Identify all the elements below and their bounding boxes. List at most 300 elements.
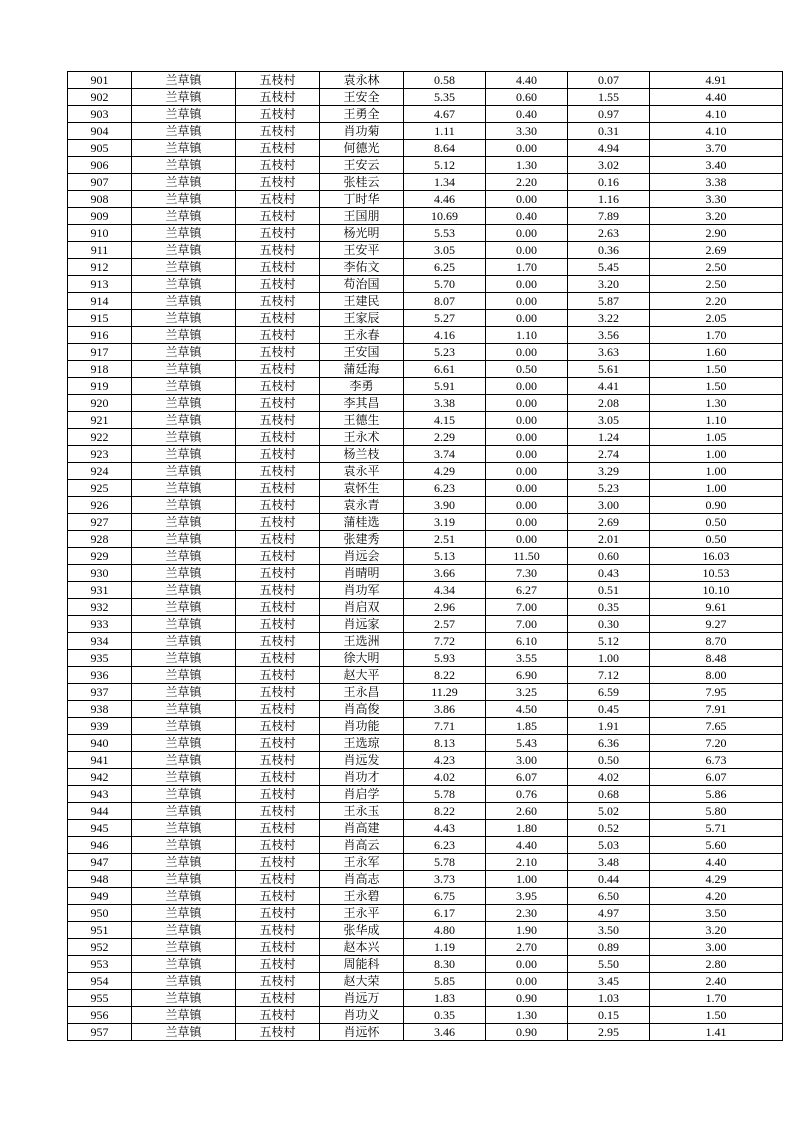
town-cell: 兰草镇 <box>132 548 236 565</box>
value-cell-3: 2.63 <box>568 225 650 242</box>
village-cell: 五枝村 <box>236 276 320 293</box>
row-number-cell: 932 <box>68 599 132 616</box>
town-cell: 兰草镇 <box>132 531 236 548</box>
value-cell-3: 0.36 <box>568 242 650 259</box>
name-cell: 肖功义 <box>320 1007 404 1024</box>
name-cell: 张建秀 <box>320 531 404 548</box>
row-number-cell: 912 <box>68 259 132 276</box>
value-cell-3: 0.60 <box>568 548 650 565</box>
value-cell-1: 1.19 <box>404 939 486 956</box>
table-row <box>68 565 783 582</box>
value-cell-2: 2.20 <box>486 174 568 191</box>
row-number-cell: 905 <box>68 140 132 157</box>
value-cell-2: 0.00 <box>486 956 568 973</box>
village-cell: 五枝村 <box>236 157 320 174</box>
value-cell-4: 1.00 <box>650 480 783 497</box>
name-cell: 肖远发 <box>320 752 404 769</box>
value-cell-1: 5.78 <box>404 786 486 803</box>
value-cell-4: 2.20 <box>650 293 783 310</box>
village-cell: 五枝村 <box>236 871 320 888</box>
value-cell-3: 1.55 <box>568 89 650 106</box>
town-cell: 兰草镇 <box>132 650 236 667</box>
village-cell: 五枝村 <box>236 582 320 599</box>
village-cell: 五枝村 <box>236 888 320 905</box>
value-cell-4: 2.80 <box>650 956 783 973</box>
row-number-cell: 929 <box>68 548 132 565</box>
value-cell-4: 1.70 <box>650 990 783 1007</box>
value-cell-3: 5.50 <box>568 956 650 973</box>
value-cell-1: 3.74 <box>404 446 486 463</box>
row-number-cell: 948 <box>68 871 132 888</box>
name-cell: 王永术 <box>320 429 404 446</box>
village-cell: 五枝村 <box>236 191 320 208</box>
name-cell: 王选洲 <box>320 633 404 650</box>
value-cell-2: 0.00 <box>486 446 568 463</box>
town-cell: 兰草镇 <box>132 905 236 922</box>
town-cell: 兰草镇 <box>132 803 236 820</box>
row-number-cell: 926 <box>68 497 132 514</box>
town-cell: 兰草镇 <box>132 480 236 497</box>
village-cell: 五枝村 <box>236 259 320 276</box>
value-cell-2: 0.00 <box>486 378 568 395</box>
table-row <box>68 276 783 293</box>
table-row <box>68 854 783 871</box>
row-number-cell: 943 <box>68 786 132 803</box>
value-cell-2: 4.40 <box>486 72 568 89</box>
village-cell: 五枝村 <box>236 89 320 106</box>
row-number-cell: 906 <box>68 157 132 174</box>
value-cell-4: 3.50 <box>650 905 783 922</box>
row-number-cell: 939 <box>68 718 132 735</box>
village-cell: 五枝村 <box>236 140 320 157</box>
town-cell: 兰草镇 <box>132 990 236 1007</box>
value-cell-1: 4.16 <box>404 327 486 344</box>
value-cell-1: 0.58 <box>404 72 486 89</box>
table-row <box>68 89 783 106</box>
row-number-cell: 918 <box>68 361 132 378</box>
value-cell-4: 3.20 <box>650 208 783 225</box>
value-cell-3: 6.59 <box>568 684 650 701</box>
town-cell: 兰草镇 <box>132 395 236 412</box>
row-number-cell: 944 <box>68 803 132 820</box>
name-cell: 王勇全 <box>320 106 404 123</box>
table-row <box>68 514 783 531</box>
row-number-cell: 924 <box>68 463 132 480</box>
village-cell: 五枝村 <box>236 565 320 582</box>
table-row <box>68 973 783 990</box>
name-cell: 肖高俊 <box>320 701 404 718</box>
value-cell-4: 1.05 <box>650 429 783 446</box>
town-cell: 兰草镇 <box>132 786 236 803</box>
value-cell-1: 8.22 <box>404 667 486 684</box>
value-cell-4: 8.70 <box>650 633 783 650</box>
village-cell: 五枝村 <box>236 650 320 667</box>
value-cell-3: 3.50 <box>568 922 650 939</box>
value-cell-2: 0.60 <box>486 89 568 106</box>
value-cell-2: 0.00 <box>486 225 568 242</box>
value-cell-1: 4.43 <box>404 820 486 837</box>
value-cell-2: 0.00 <box>486 310 568 327</box>
value-cell-3: 7.89 <box>568 208 650 225</box>
table-row <box>68 990 783 1007</box>
value-cell-1: 5.35 <box>404 89 486 106</box>
value-cell-3: 2.08 <box>568 395 650 412</box>
name-cell: 王国朋 <box>320 208 404 225</box>
row-number-cell: 910 <box>68 225 132 242</box>
value-cell-4: 3.20 <box>650 922 783 939</box>
village-cell: 五枝村 <box>236 310 320 327</box>
row-number-cell: 940 <box>68 735 132 752</box>
value-cell-1: 1.11 <box>404 123 486 140</box>
value-cell-3: 4.94 <box>568 140 650 157</box>
value-cell-2: 1.10 <box>486 327 568 344</box>
value-cell-4: 0.50 <box>650 531 783 548</box>
name-cell: 李佑文 <box>320 259 404 276</box>
village-cell: 五枝村 <box>236 174 320 191</box>
value-cell-2: 0.90 <box>486 1024 568 1041</box>
village-cell: 五枝村 <box>236 293 320 310</box>
town-cell: 兰草镇 <box>132 514 236 531</box>
town-cell: 兰草镇 <box>132 1007 236 1024</box>
value-cell-1: 6.25 <box>404 259 486 276</box>
value-cell-2: 0.00 <box>486 276 568 293</box>
value-cell-2: 1.30 <box>486 157 568 174</box>
town-cell: 兰草镇 <box>132 140 236 157</box>
value-cell-2: 1.85 <box>486 718 568 735</box>
table-row <box>68 497 783 514</box>
value-cell-1: 10.69 <box>404 208 486 225</box>
value-cell-3: 2.01 <box>568 531 650 548</box>
table-row <box>68 718 783 735</box>
village-cell: 五枝村 <box>236 1007 320 1024</box>
town-cell: 兰草镇 <box>132 871 236 888</box>
value-cell-2: 6.10 <box>486 633 568 650</box>
value-cell-4: 1.30 <box>650 395 783 412</box>
row-number-cell: 947 <box>68 854 132 871</box>
value-cell-3: 6.36 <box>568 735 650 752</box>
name-cell: 肖远万 <box>320 990 404 1007</box>
row-number-cell: 913 <box>68 276 132 293</box>
table-row <box>68 361 783 378</box>
value-cell-1: 1.83 <box>404 990 486 1007</box>
village-cell: 五枝村 <box>236 769 320 786</box>
value-cell-2: 0.00 <box>486 429 568 446</box>
value-cell-3: 5.45 <box>568 259 650 276</box>
name-cell: 肖高志 <box>320 871 404 888</box>
town-cell: 兰草镇 <box>132 667 236 684</box>
value-cell-4: 16.03 <box>650 548 783 565</box>
table-row <box>68 310 783 327</box>
value-cell-2: 3.25 <box>486 684 568 701</box>
row-number-cell: 954 <box>68 973 132 990</box>
town-cell: 兰草镇 <box>132 837 236 854</box>
village-cell: 五枝村 <box>236 684 320 701</box>
value-cell-3: 0.30 <box>568 616 650 633</box>
value-cell-1: 3.38 <box>404 395 486 412</box>
value-cell-3: 1.91 <box>568 718 650 735</box>
value-cell-1: 2.57 <box>404 616 486 633</box>
value-cell-4: 6.73 <box>650 752 783 769</box>
value-cell-1: 4.67 <box>404 106 486 123</box>
value-cell-4: 1.00 <box>650 463 783 480</box>
value-cell-4: 4.29 <box>650 871 783 888</box>
row-number-cell: 946 <box>68 837 132 854</box>
value-cell-1: 2.51 <box>404 531 486 548</box>
town-cell: 兰草镇 <box>132 72 236 89</box>
name-cell: 赵本兴 <box>320 939 404 956</box>
village-cell: 五枝村 <box>236 463 320 480</box>
table-row <box>68 446 783 463</box>
name-cell: 肖远家 <box>320 616 404 633</box>
name-cell: 王永碧 <box>320 888 404 905</box>
town-cell: 兰草镇 <box>132 922 236 939</box>
value-cell-1: 4.02 <box>404 769 486 786</box>
row-number-cell: 951 <box>68 922 132 939</box>
town-cell: 兰草镇 <box>132 854 236 871</box>
value-cell-1: 6.23 <box>404 837 486 854</box>
row-number-cell: 914 <box>68 293 132 310</box>
row-number-cell: 909 <box>68 208 132 225</box>
value-cell-3: 2.69 <box>568 514 650 531</box>
value-cell-2: 0.00 <box>486 497 568 514</box>
value-cell-2: 2.60 <box>486 803 568 820</box>
value-cell-4: 1.41 <box>650 1024 783 1041</box>
table-row <box>68 837 783 854</box>
value-cell-3: 0.89 <box>568 939 650 956</box>
town-cell: 兰草镇 <box>132 616 236 633</box>
value-cell-2: 0.00 <box>486 293 568 310</box>
row-number-cell: 904 <box>68 123 132 140</box>
value-cell-4: 7.20 <box>650 735 783 752</box>
town-cell: 兰草镇 <box>132 701 236 718</box>
value-cell-1: 3.19 <box>404 514 486 531</box>
value-cell-3: 5.02 <box>568 803 650 820</box>
row-number-cell: 931 <box>68 582 132 599</box>
value-cell-3: 3.20 <box>568 276 650 293</box>
row-number-cell: 923 <box>68 446 132 463</box>
value-cell-3: 0.15 <box>568 1007 650 1024</box>
name-cell: 肖启学 <box>320 786 404 803</box>
table-row <box>68 191 783 208</box>
village-cell: 五枝村 <box>236 956 320 973</box>
name-cell: 袁永青 <box>320 497 404 514</box>
town-cell: 兰草镇 <box>132 599 236 616</box>
value-cell-1: 4.34 <box>404 582 486 599</box>
value-cell-4: 8.00 <box>650 667 783 684</box>
value-cell-4: 9.61 <box>650 599 783 616</box>
row-number-cell: 915 <box>68 310 132 327</box>
value-cell-2: 0.40 <box>486 208 568 225</box>
value-cell-4: 1.50 <box>650 1007 783 1024</box>
table-row <box>68 701 783 718</box>
value-cell-3: 3.56 <box>568 327 650 344</box>
value-cell-3: 0.31 <box>568 123 650 140</box>
name-cell: 肖功才 <box>320 769 404 786</box>
town-cell: 兰草镇 <box>132 242 236 259</box>
town-cell: 兰草镇 <box>132 293 236 310</box>
name-cell: 杨光明 <box>320 225 404 242</box>
name-cell: 杨兰枝 <box>320 446 404 463</box>
name-cell: 王永春 <box>320 327 404 344</box>
value-cell-4: 0.50 <box>650 514 783 531</box>
town-cell: 兰草镇 <box>132 497 236 514</box>
name-cell: 袁怀生 <box>320 480 404 497</box>
table-row <box>68 769 783 786</box>
value-cell-4: 9.27 <box>650 616 783 633</box>
row-number-cell: 942 <box>68 769 132 786</box>
name-cell: 王安国 <box>320 344 404 361</box>
row-number-cell: 901 <box>68 72 132 89</box>
table-row <box>68 650 783 667</box>
value-cell-3: 3.05 <box>568 412 650 429</box>
village-cell: 五枝村 <box>236 939 320 956</box>
town-cell: 兰草镇 <box>132 361 236 378</box>
table-row <box>68 956 783 973</box>
town-cell: 兰草镇 <box>132 718 236 735</box>
value-cell-3: 5.03 <box>568 837 650 854</box>
value-cell-2: 0.00 <box>486 463 568 480</box>
value-cell-4: 4.20 <box>650 888 783 905</box>
row-number-cell: 925 <box>68 480 132 497</box>
table-row <box>68 667 783 684</box>
table-row <box>68 752 783 769</box>
value-cell-1: 4.15 <box>404 412 486 429</box>
value-cell-1: 5.23 <box>404 344 486 361</box>
village-cell: 五枝村 <box>236 701 320 718</box>
value-cell-3: 2.74 <box>568 446 650 463</box>
table-row <box>68 293 783 310</box>
table-row <box>68 803 783 820</box>
value-cell-3: 4.02 <box>568 769 650 786</box>
village-cell: 五枝村 <box>236 786 320 803</box>
town-cell: 兰草镇 <box>132 939 236 956</box>
name-cell: 丁时华 <box>320 191 404 208</box>
table-row <box>68 225 783 242</box>
town-cell: 兰草镇 <box>132 565 236 582</box>
row-number-cell: 919 <box>68 378 132 395</box>
name-cell: 肖功菊 <box>320 123 404 140</box>
town-cell: 兰草镇 <box>132 89 236 106</box>
village-cell: 五枝村 <box>236 973 320 990</box>
name-cell: 王永平 <box>320 905 404 922</box>
table-row <box>68 1024 783 1041</box>
value-cell-2: 0.00 <box>486 140 568 157</box>
name-cell: 肖远会 <box>320 548 404 565</box>
value-cell-2: 3.00 <box>486 752 568 769</box>
value-cell-4: 2.90 <box>650 225 783 242</box>
name-cell: 苟治国 <box>320 276 404 293</box>
value-cell-1: 7.72 <box>404 633 486 650</box>
name-cell: 肖晴明 <box>320 565 404 582</box>
town-cell: 兰草镇 <box>132 123 236 140</box>
value-cell-3: 0.16 <box>568 174 650 191</box>
town-cell: 兰草镇 <box>132 446 236 463</box>
value-cell-2: 3.30 <box>486 123 568 140</box>
name-cell: 肖高云 <box>320 837 404 854</box>
row-number-cell: 902 <box>68 89 132 106</box>
value-cell-1: 3.46 <box>404 1024 486 1041</box>
value-cell-4: 8.48 <box>650 650 783 667</box>
table-row <box>68 72 783 89</box>
table-row <box>68 412 783 429</box>
value-cell-2: 7.00 <box>486 616 568 633</box>
row-number-cell: 916 <box>68 327 132 344</box>
row-number-cell: 955 <box>68 990 132 1007</box>
row-number-cell: 956 <box>68 1007 132 1024</box>
row-number-cell: 952 <box>68 939 132 956</box>
town-cell: 兰草镇 <box>132 973 236 990</box>
value-cell-4: 2.40 <box>650 973 783 990</box>
table-row <box>68 480 783 497</box>
value-cell-2: 0.50 <box>486 361 568 378</box>
value-cell-4: 4.91 <box>650 72 783 89</box>
name-cell: 王家辰 <box>320 310 404 327</box>
row-number-cell: 953 <box>68 956 132 973</box>
village-cell: 五枝村 <box>236 497 320 514</box>
name-cell: 李勇 <box>320 378 404 395</box>
row-number-cell: 941 <box>68 752 132 769</box>
table-row <box>68 395 783 412</box>
value-cell-1: 3.05 <box>404 242 486 259</box>
village-cell: 五枝村 <box>236 225 320 242</box>
value-cell-3: 0.52 <box>568 820 650 837</box>
value-cell-1: 8.22 <box>404 803 486 820</box>
value-cell-2: 0.40 <box>486 106 568 123</box>
name-cell: 李其昌 <box>320 395 404 412</box>
town-cell: 兰草镇 <box>132 310 236 327</box>
value-cell-1: 6.75 <box>404 888 486 905</box>
town-cell: 兰草镇 <box>132 1024 236 1041</box>
town-cell: 兰草镇 <box>132 684 236 701</box>
value-cell-4: 3.00 <box>650 939 783 956</box>
value-cell-3: 0.97 <box>568 106 650 123</box>
value-cell-1: 5.27 <box>404 310 486 327</box>
value-cell-4: 4.40 <box>650 89 783 106</box>
table-row <box>68 344 783 361</box>
village-cell: 五枝村 <box>236 735 320 752</box>
value-cell-1: 4.46 <box>404 191 486 208</box>
town-cell: 兰草镇 <box>132 888 236 905</box>
value-cell-3: 1.24 <box>568 429 650 446</box>
value-cell-3: 1.16 <box>568 191 650 208</box>
row-number-cell: 908 <box>68 191 132 208</box>
value-cell-4: 0.90 <box>650 497 783 514</box>
village-cell: 五枝村 <box>236 633 320 650</box>
value-cell-2: 2.70 <box>486 939 568 956</box>
value-cell-1: 5.12 <box>404 157 486 174</box>
row-number-cell: 935 <box>68 650 132 667</box>
table-row <box>68 871 783 888</box>
value-cell-3: 3.48 <box>568 854 650 871</box>
table-row <box>68 327 783 344</box>
value-cell-2: 1.30 <box>486 1007 568 1024</box>
value-cell-4: 4.10 <box>650 106 783 123</box>
value-cell-2: 0.00 <box>486 191 568 208</box>
row-number-cell: 949 <box>68 888 132 905</box>
value-cell-4: 4.10 <box>650 123 783 140</box>
value-cell-1: 7.71 <box>404 718 486 735</box>
village-cell: 五枝村 <box>236 531 320 548</box>
name-cell: 徐大明 <box>320 650 404 667</box>
table-row <box>68 208 783 225</box>
name-cell: 王安平 <box>320 242 404 259</box>
town-cell: 兰草镇 <box>132 225 236 242</box>
table-row <box>68 548 783 565</box>
value-cell-4: 5.60 <box>650 837 783 854</box>
value-cell-3: 3.29 <box>568 463 650 480</box>
table-row <box>68 429 783 446</box>
value-cell-4: 10.53 <box>650 565 783 582</box>
